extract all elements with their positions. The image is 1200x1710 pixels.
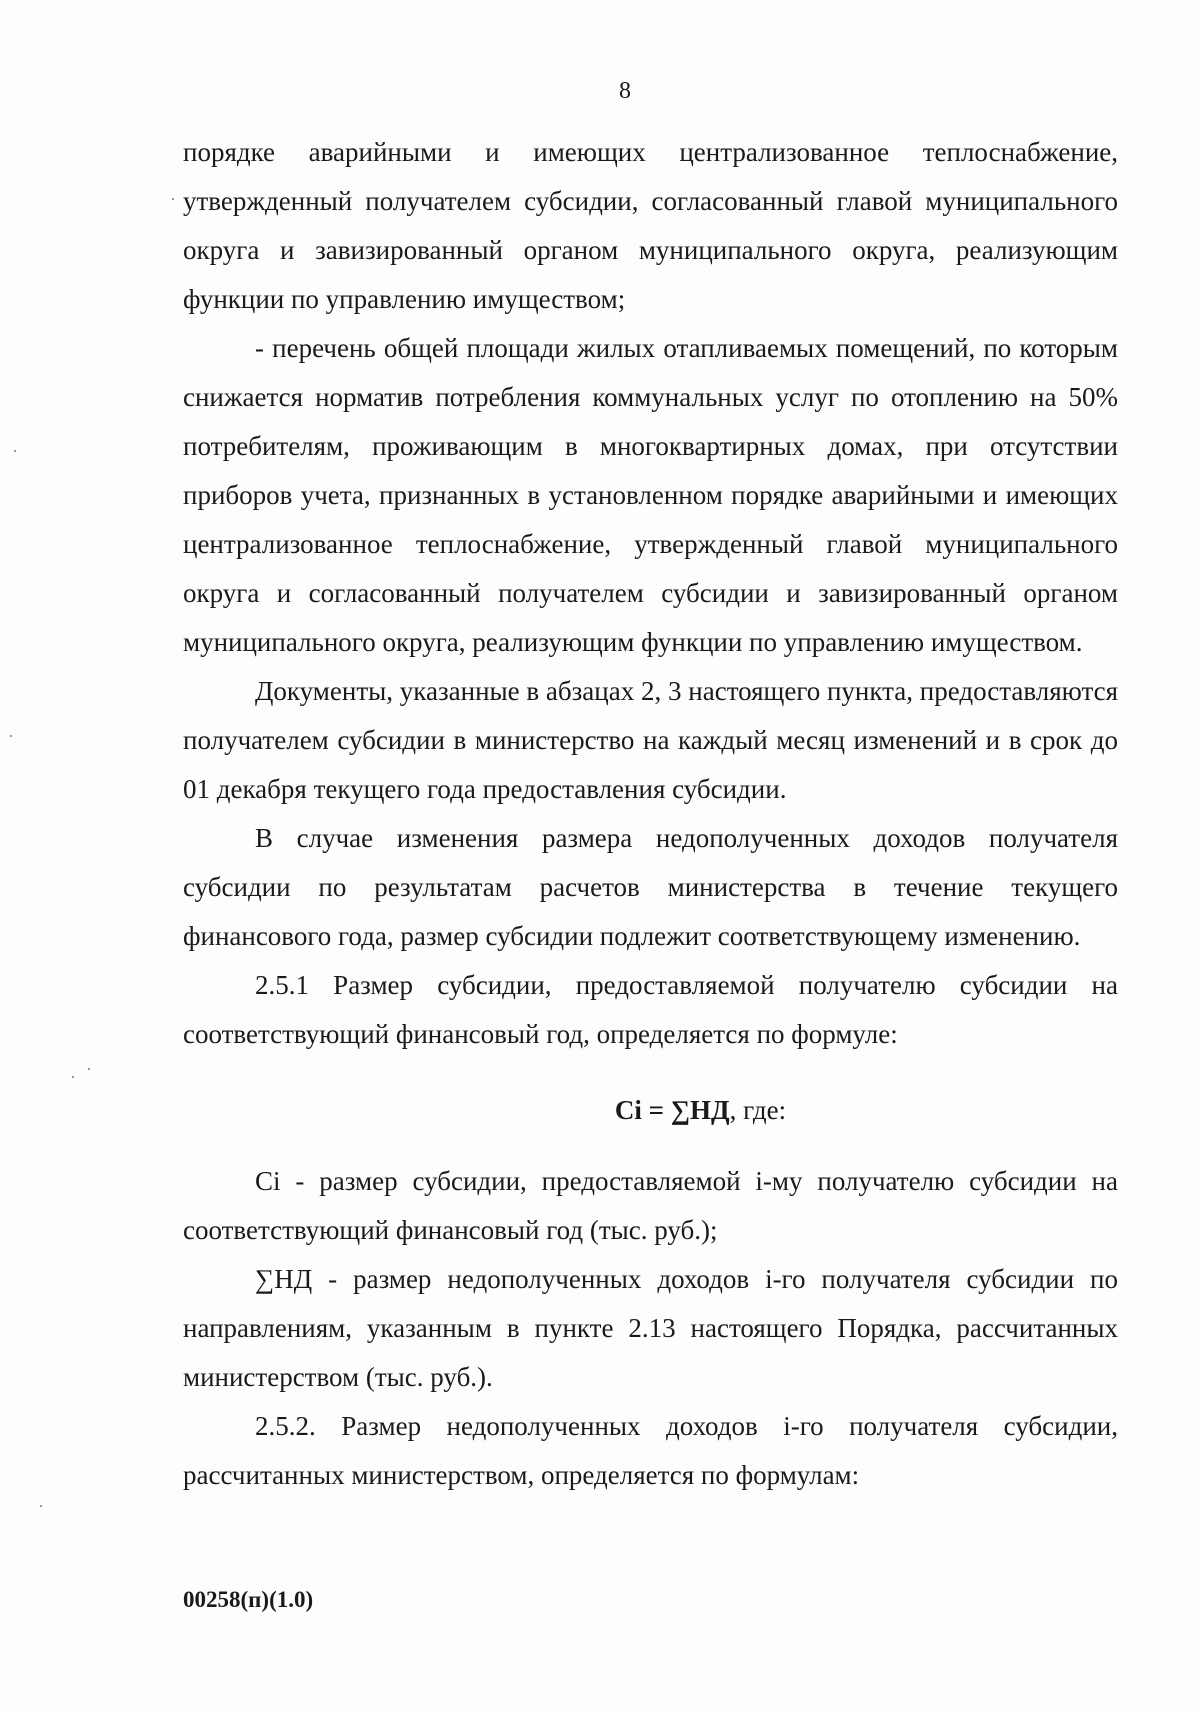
- paragraph-2-5-1: 2.5.1 Размер субсидии, предоставляемой получателю субсидии на соответствующий финансовый год, определяется по формуле:: [183, 970, 1118, 1049]
- document-code: 00258(п)(1.0): [183, 1587, 314, 1612]
- scan-speck: [88, 1068, 90, 1070]
- scan-speck: [14, 450, 16, 452]
- formula-suffix: , где:: [729, 1095, 787, 1125]
- document-body: [183, 128, 1118, 1500]
- formula-expression: Ci = ∑НД: [614, 1095, 730, 1125]
- paragraph-continuation: порядке аварийными и имеющих централизованное теплоснабжение, утвержденный получателем субсидии, согласованный главой муниципального округа и завизированный органом муниципального округа, реализующим функции по управлению имуществом;: [183, 137, 1118, 314]
- scan-speck: [172, 198, 174, 200]
- paragraph-documents: Документы, указанные в абзацах 2, 3 настоящего пункта, предоставляются получателем субсидии в министерство на каждый месяц изменений и в срок до 01 декабря текущего года предоставления субсидии.: [183, 676, 1118, 804]
- paragraph-2-5-2: 2.5.2. Размер недополученных доходов i-го получателя субсидии, рассчитанных министерством, определяется по формулам:: [183, 1411, 1118, 1490]
- scan-speck: [40, 1505, 42, 1507]
- definition-sum-nd: ∑НД - размер недополученных доходов i-го получателя субсидии по направлениям, указанным в пункте 2.13 настоящего Порядка, рассчитанных министерством (тыс. руб.).: [183, 1264, 1118, 1392]
- subsidy-formula: [183, 1086, 1118, 1135]
- scan-speck: [72, 1076, 74, 1078]
- paragraph-change-size: В случае изменения размера недополученных доходов получателя субсидии по результатам расчетов министерства в течение текущего финансового года, размер субсидии подлежит соответствующему изменению.: [183, 823, 1118, 951]
- definition-ci: Ci - размер субсидии, предоставляемой i-му получателю субсидии на соответствующий финансовый год (тыс. руб.);: [183, 1166, 1118, 1245]
- paragraph-list-item: - перечень общей площади жилых отапливаемых помещений, по которым снижается норматив потребления коммунальных услуг по отоплению на 50% потребителям, проживающим в многоквартирных домах, при отсутствии приборов учета, признанных в установленном порядке аварийными и имеющих централизованное теплоснабжение, утвержденный главой муниципального округа и согласованный получателем субсидии и завизированный органом муниципального округа, реализующим функции по управлению имуществом.: [183, 333, 1118, 657]
- page-number: 8: [619, 78, 631, 104]
- scan-speck: [10, 735, 12, 737]
